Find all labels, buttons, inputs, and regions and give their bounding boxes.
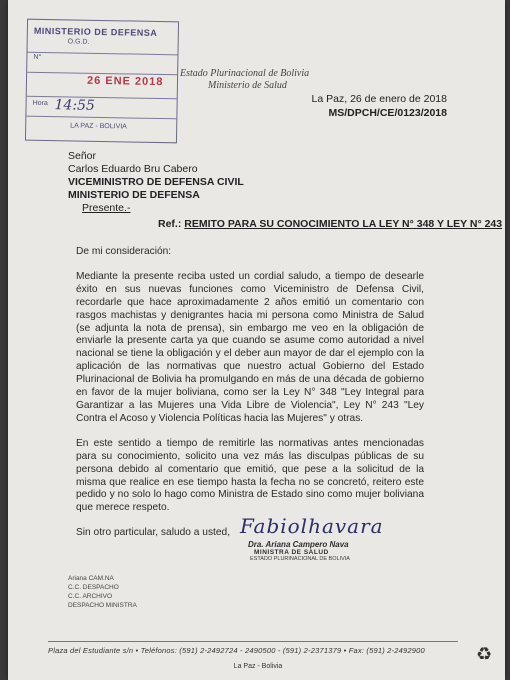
stamp-divider: [27, 96, 177, 100]
closing: Sin otro particular, saludo a usted,: [76, 527, 231, 539]
reception-stamp: [25, 19, 179, 144]
stamp-hour: 14:55: [54, 97, 96, 114]
signatory-title: MINISTRA DE SALUD: [254, 549, 329, 556]
reference-line: [158, 218, 502, 230]
addressee-salutation: Señor: [68, 150, 97, 162]
footer: [48, 641, 468, 670]
footer-address: Plaza del Estudiante s/n • Teléfonos: (591) 2-2492724 - 2490500 - (591) 2-2371379 • Fax: (591) 2-2492900: [48, 646, 425, 655]
stamp-divider: [27, 52, 177, 56]
footer-divider: [48, 641, 458, 642]
stamp-number-label: N°: [33, 53, 42, 61]
addressee-ministry: MINISTERIO DE DEFENSA: [68, 189, 200, 201]
letter-page: [8, 0, 505, 680]
letterhead-state: Estado Plurinacional de Bolivia: [180, 68, 310, 79]
letter-body: [76, 246, 424, 552]
addressee-position: VICEMINISTRO DE DEFENSA CIVIL: [68, 176, 244, 188]
paragraph-2: En este sentido a tiempo de remitirle las normativas antes mencionadas para su conocimiento, solicito una vez más las disculpas públicas de su persona debido al comentario que emitió, que pese a la solicitud de la misma que realice en ese tiempo hasta la fecha no se concretó, reitero este pedido y no solo lo hago como Ministra de Estado sino como mujer boliviana que merece respeto.: [76, 437, 424, 514]
signatory-state: ESTADO PLURINACIONAL DE BOLIVIA: [250, 556, 350, 562]
recycle-icon: ♻: [476, 644, 493, 664]
copy-list: [68, 574, 137, 610]
stamp-date: 26 ENE 2018: [86, 74, 164, 89]
letter-meta: [312, 92, 447, 120]
addressee-presente: Presente.-: [82, 202, 131, 214]
signatory-name: Dra. Ariana Campero Nava: [248, 540, 349, 549]
stamp-office: O.G.D.: [67, 38, 90, 46]
cc-item: DESPACHO MINISTRA: [68, 602, 137, 609]
reference-label: Ref.:: [158, 218, 182, 230]
signature-block: [240, 514, 384, 562]
footer-city: La Paz - Bolivia: [233, 663, 283, 670]
greeting: De mi consideración:: [76, 246, 172, 257]
reference-text: REMITO PARA SU CONOCIMIENTO LA LEY N° 348 Y LEY N° 243: [184, 218, 503, 230]
letter-reference-code: MS/DPCH/CE/0123/2018: [328, 107, 447, 119]
cc-item: C.C. DESPACHO: [68, 584, 119, 591]
stamp-hour-label: Hora: [32, 99, 48, 108]
letterhead: [180, 68, 309, 92]
letter-date: La Paz, 26 de enero de 2018: [311, 93, 447, 105]
stamp-city: LA PAZ - BOLIVIA: [70, 122, 127, 131]
addressee-block: [68, 150, 244, 215]
cc-item: C.C. ARCHIVO: [68, 593, 113, 600]
addressee-name: Carlos Eduardo Bru Cabero: [68, 163, 198, 175]
stamp-ministry: MINISTERIO DE DEFENSA: [33, 25, 158, 38]
cc-item: Ariana CAM.NA: [68, 575, 114, 582]
stamp-divider: [26, 116, 176, 120]
letterhead-ministry: Ministerio de Salud: [208, 80, 287, 91]
handwritten-signature: Fabiolhavara: [240, 514, 384, 538]
paragraph-1: Mediante la presente reciba usted un cordial saludo, a tiempo de desearle éxito en sus nuevas funciones como Viceministro de Defensa Civil, recordarle que hace aproximadamente 2 años emitió un comentario con rasgos machistas y denigrantes hacia mi persona como Ministra de Salud (se adjunta la nota de prensa), sin embargo me veo en la obligación de enviarle la presente carta ya que cuando se asume como autoridad a nivel nacional se tiene la obligación y el deber aun mayor de dar el ejemplo con la aplicación de las normativas que nuestro actual Gobierno del Estado Plurinacional de Bolivia ha promulgando en más de una década de gobierno en favor de la mujer boliviana, como ser la Ley N° 348 "Ley Integral para Garantizar a las Mujeres una Vida Libre de Violencia", Ley N° 243 "Ley Contra el Acoso y Violencia Políticas hacia las Mujeres" y otras.: [76, 270, 424, 424]
